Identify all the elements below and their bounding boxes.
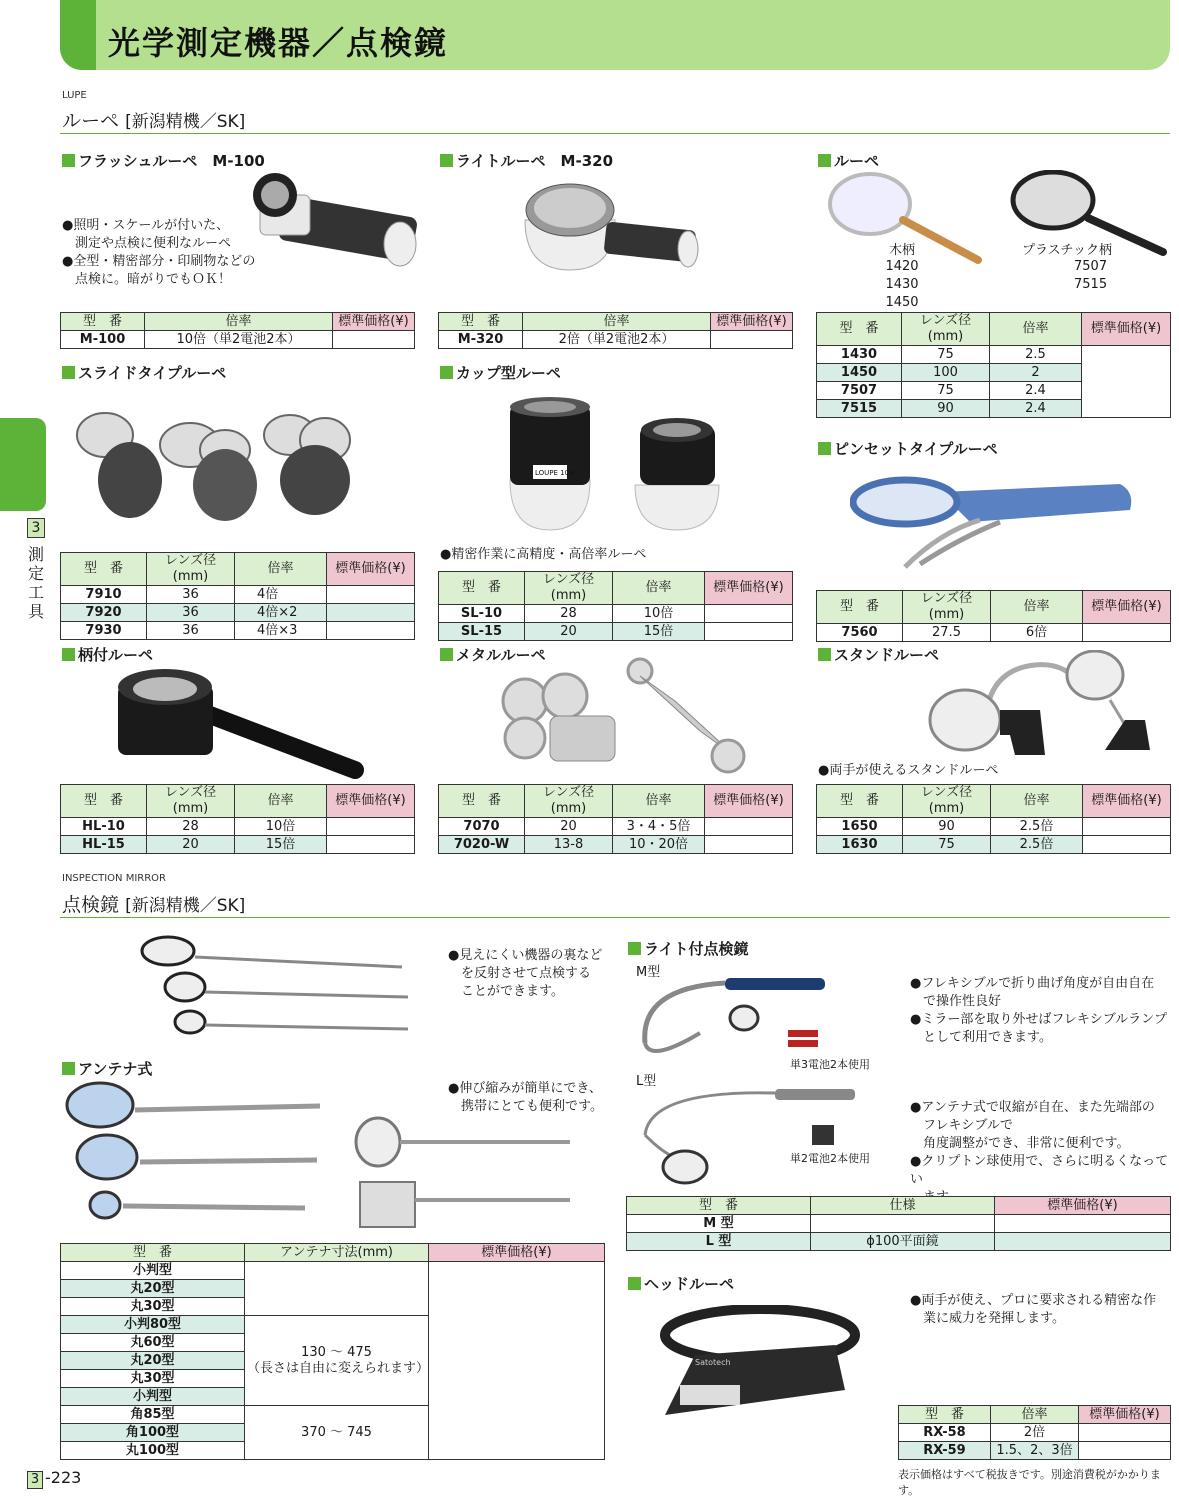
page-chapter: 3 — [27, 1471, 43, 1489]
head-desc — [910, 1292, 1156, 1328]
price — [1083, 836, 1171, 854]
col-header: 倍率 — [991, 1406, 1079, 1424]
cup-label: LOUPE 10× — [535, 469, 575, 477]
model: RX-58 — [899, 1424, 991, 1442]
model: 丸30型 — [61, 1298, 245, 1316]
col-header: 倍率 — [145, 313, 333, 331]
model: 小判型 — [61, 1388, 245, 1406]
lighted-l-desc-2: フレキシブルで — [923, 1118, 1013, 1133]
cell: 28 — [525, 605, 613, 623]
table-row — [61, 818, 415, 836]
lighted-l-desc-1: ●アンテナ式で収縮が自在、また先端部の — [910, 1100, 1155, 1115]
cell: 3・4・5倍 — [613, 818, 705, 836]
col-header: レンズ径(mm) — [902, 313, 990, 346]
rupe-table — [816, 312, 1171, 418]
head-heading: ヘッドルーペ — [628, 1273, 734, 1294]
table-row — [817, 836, 1171, 854]
table-row — [627, 1233, 1171, 1251]
stand-table — [816, 784, 1171, 854]
cell: 15倍 — [613, 623, 705, 641]
cell: 28 — [147, 818, 235, 836]
table-row — [61, 331, 415, 349]
model: 7920 — [61, 604, 147, 622]
page-number — [27, 1468, 81, 1489]
section-en-mirror: INSPECTION MIRROR — [62, 873, 166, 884]
price — [705, 623, 793, 641]
table-row — [817, 624, 1171, 642]
stand-desc: ●両手が使えるスタンドルーペ — [818, 763, 999, 778]
model: 1430 — [817, 346, 902, 364]
head-desc-2: 業に威力を発揮します。 — [923, 1311, 1065, 1326]
col-header: 倍率 — [235, 553, 327, 586]
col-header: 型 番 — [817, 313, 902, 346]
slide-table — [60, 552, 415, 640]
mirror-maker: [新潟精機／SK] — [125, 896, 246, 916]
price — [705, 605, 793, 623]
price — [327, 836, 415, 854]
col-header: 型 番 — [439, 572, 525, 605]
section-title-mirror — [62, 890, 245, 917]
model: 7515 — [817, 400, 902, 418]
model: HL-10 — [61, 818, 147, 836]
col-header: レンズ径(mm) — [903, 591, 991, 624]
flash-table — [60, 312, 415, 349]
lighted-l-desc-3: 角度調整ができ、非常に便利です。 — [923, 1136, 1130, 1151]
page-title: 光学測定機器／点検鏡 — [108, 24, 449, 62]
antenna-heading: アンテナ式 — [62, 1058, 152, 1079]
table-row — [61, 586, 415, 604]
table-row — [439, 836, 793, 854]
cup-heading: カップ型ルーペ — [440, 362, 561, 383]
col-header: レンズ径(mm) — [147, 785, 235, 818]
head-table — [898, 1405, 1171, 1460]
cell: 2.5 — [990, 346, 1082, 364]
model: 角85型 — [61, 1406, 245, 1424]
section-rule — [60, 917, 1170, 918]
cell — [245, 1262, 429, 1316]
cell: 100 — [902, 364, 990, 382]
model: 丸30型 — [61, 1370, 245, 1388]
model: 7560 — [817, 624, 903, 642]
cell: 4倍×2 — [235, 604, 327, 622]
cell: 20 — [147, 836, 235, 854]
col-header: 型 番 — [61, 553, 147, 586]
col-header: 型 番 — [817, 591, 903, 624]
price — [995, 1215, 1171, 1233]
model: L 型 — [627, 1233, 811, 1251]
col-header: 型 番 — [627, 1197, 811, 1215]
table-row — [61, 1262, 605, 1280]
cell: 2.4 — [990, 382, 1082, 400]
model: 小判80型 — [61, 1316, 245, 1334]
model: 丸20型 — [61, 1280, 245, 1298]
col-header: 型 番 — [61, 1244, 245, 1262]
price — [1079, 1424, 1171, 1442]
cell: 13-8 — [525, 836, 613, 854]
lighted-m-desc-1: ●フレキシブルで折り曲げ角度が自由自在 — [910, 976, 1155, 991]
col-header: 倍率 — [523, 313, 711, 331]
col-header: 倍率 — [991, 591, 1083, 624]
col-header: 標準価格(¥) — [995, 1197, 1171, 1215]
antenna-table — [60, 1243, 605, 1460]
metal-loupe-image — [490, 656, 760, 776]
head-brand: Satotech — [695, 1358, 731, 1367]
model: 7507 — [817, 382, 902, 400]
lupe-maker: [新潟精機／SK] — [125, 112, 246, 132]
col-header: 標準価格(¥) — [705, 785, 793, 818]
table-row — [899, 1424, 1171, 1442]
col-header: 型 番 — [61, 313, 145, 331]
mirror-desc-1: ●見えにくい機器の裏など — [448, 948, 603, 963]
section-title-lupe — [62, 106, 245, 133]
rupe-heading: ルーペ — [818, 150, 879, 171]
price — [327, 622, 415, 640]
model: HL-15 — [61, 836, 147, 854]
mirror-desc-2: を反射させて点検する — [461, 966, 592, 981]
cell: 10・20倍 — [613, 836, 705, 854]
dim-note: （長さは自由に変えられます） — [247, 1360, 430, 1376]
table-row — [899, 1442, 1171, 1460]
col-header: 標準価格(¥) — [1082, 313, 1171, 346]
col-header: 標準価格(¥) — [333, 313, 415, 331]
lighted-l-desc-4: ●クリプトン球使用で、さらに明るくなってい — [910, 1154, 1169, 1187]
model: 角100型 — [61, 1424, 245, 1442]
cell: 75 — [903, 836, 991, 854]
lighted-m-desc — [910, 975, 1167, 1047]
flash-desc — [62, 217, 255, 289]
cell: 15倍 — [235, 836, 327, 854]
head-loupe-image — [645, 1305, 865, 1420]
light-table — [438, 312, 793, 349]
col-header: 標準価格(¥) — [327, 553, 415, 586]
col-header: 倍率 — [235, 785, 327, 818]
cell: 4倍 — [235, 586, 327, 604]
cup-loupe-image — [505, 395, 735, 535]
model: M 型 — [627, 1215, 811, 1233]
model: 7910 — [61, 586, 147, 604]
col-header: 倍率 — [613, 785, 705, 818]
cell: 90 — [902, 400, 990, 418]
side-tab — [0, 418, 46, 511]
cell: 10倍 — [613, 605, 705, 623]
chapter-number: 3 — [27, 518, 45, 538]
plastic-models: 7507 7515 — [1074, 259, 1108, 292]
col-header: 標準価格(¥) — [1083, 591, 1171, 624]
cell: ϕ100平面鏡 — [811, 1233, 995, 1251]
rupe-image — [828, 170, 1173, 270]
col-header: レンズ径(mm) — [525, 572, 613, 605]
cell: 2.5倍 — [991, 836, 1083, 854]
col-header: レンズ径(mm) — [147, 553, 235, 586]
col-header: 型 番 — [899, 1406, 991, 1424]
cell: 10倍（単2電池2本） — [145, 331, 333, 349]
l-type-label: L型 — [636, 1074, 657, 1089]
pincette-loupe-image — [850, 472, 1140, 572]
table-row — [627, 1215, 1171, 1233]
col-header: 型 番 — [61, 785, 147, 818]
wood-text: 木柄 — [888, 243, 915, 258]
model: 丸100型 — [61, 1442, 245, 1460]
metal-table — [438, 784, 793, 854]
flash-heading: フラッシュルーペ M-100 — [62, 150, 265, 171]
section-rule — [60, 133, 1170, 134]
col-header: レンズ径(mm) — [903, 785, 991, 818]
price — [1083, 818, 1171, 836]
lupe-title: ルーペ — [62, 110, 120, 132]
lighted-l-image — [640, 1085, 880, 1195]
page-num-text: -223 — [45, 1468, 82, 1487]
banner-accent — [60, 0, 96, 70]
handle-loupe-image — [110, 665, 370, 780]
metal-heading: メタルルーペ — [440, 644, 546, 665]
model: 1650 — [817, 818, 903, 836]
table-row — [439, 623, 793, 641]
col-header: 型 番 — [439, 313, 523, 331]
cell: 2倍 — [991, 1424, 1079, 1442]
cell: 27.5 — [903, 624, 991, 642]
col-header: 標準価格(¥) — [711, 313, 793, 331]
table-row — [817, 346, 1171, 364]
cell: 36 — [147, 622, 235, 640]
lighted-table — [626, 1196, 1171, 1251]
table-row — [61, 622, 415, 640]
col-header: 型 番 — [439, 785, 525, 818]
col-header: 倍率 — [990, 313, 1082, 346]
price — [705, 836, 793, 854]
cell: 75 — [902, 382, 990, 400]
price — [327, 586, 415, 604]
header-banner — [60, 0, 1170, 70]
plastic-label: プラスチック柄 — [1022, 243, 1112, 258]
model: 7070 — [439, 818, 525, 836]
lighted-m-desc-3: ●ミラー部を取り外せばフレキシブルランプ — [910, 1012, 1168, 1027]
flash-loupe-image — [240, 170, 420, 280]
flash-desc-4: 点検に。暗がりでもＯＫ！ — [75, 272, 232, 287]
col-header: 標準価格(¥) — [327, 785, 415, 818]
col-header: 倍率 — [991, 785, 1083, 818]
col-header: レンズ径(mm) — [525, 785, 613, 818]
cell: 4倍×3 — [235, 622, 327, 640]
model: M-320 — [439, 331, 523, 349]
table-row — [61, 836, 415, 854]
mirror-desc — [448, 947, 602, 1001]
cell: 1.5、2、3倍 — [991, 1442, 1079, 1460]
col-header: 標準価格(¥) — [1079, 1406, 1171, 1424]
antenna-desc-2: 携帯にとても便利です。 — [461, 1099, 603, 1114]
model: 丸20型 — [61, 1352, 245, 1370]
price — [429, 1262, 605, 1460]
slide-heading: スライドタイプルーペ — [62, 362, 226, 383]
model: M-100 — [61, 331, 145, 349]
price — [333, 331, 415, 349]
handle-heading: 柄付ルーペ — [62, 644, 153, 665]
cell: 20 — [525, 623, 613, 641]
wood-models: 1420 1430 1450 — [885, 259, 919, 310]
price — [1079, 1442, 1171, 1460]
price — [705, 818, 793, 836]
table-row — [817, 818, 1171, 836]
flash-desc-3: ●全型・精密部分・印刷物などの — [62, 254, 256, 269]
mirror-title: 点検鏡 — [62, 894, 120, 916]
cup-table — [438, 571, 793, 641]
cell: 10倍 — [235, 818, 327, 836]
price — [1083, 624, 1171, 642]
model: RX-59 — [899, 1442, 991, 1460]
model: 1630 — [817, 836, 903, 854]
light-loupe-image — [520, 175, 700, 280]
cell — [245, 1316, 429, 1406]
cup-desc: ●精密作業に高精度・高倍率ルーペ — [440, 547, 647, 562]
pincette-table — [816, 590, 1171, 642]
cell: 20 — [525, 818, 613, 836]
cell: 2.5倍 — [991, 818, 1083, 836]
pincette-heading: ピンセットタイプルーペ — [818, 438, 998, 459]
col-header: 倍率 — [613, 572, 705, 605]
cell: 36 — [147, 604, 235, 622]
cell: 6倍 — [991, 624, 1083, 642]
light-heading: ライトルーペ M-320 — [440, 150, 613, 171]
cell: 75 — [902, 346, 990, 364]
l-battery-note: 単2電池2本使用 — [790, 1152, 870, 1165]
table-row — [439, 605, 793, 623]
cell: 36 — [147, 586, 235, 604]
mirror-desc-3: ことができます。 — [461, 984, 564, 999]
stand-loupe-image — [925, 650, 1165, 760]
cell: 2 — [990, 364, 1082, 382]
mirror-image — [140, 935, 415, 1035]
m-type-label: M型 — [636, 965, 661, 980]
handle-table — [60, 784, 415, 854]
section-en-lupe: LUPE — [62, 90, 87, 101]
model: SL-15 — [439, 623, 525, 641]
col-header: 標準価格(¥) — [1083, 785, 1171, 818]
head-desc-1: ●両手が使え、プロに要求される精密な作 — [910, 1293, 1157, 1308]
price — [327, 818, 415, 836]
cell: 2.4 — [990, 400, 1082, 418]
price — [995, 1233, 1171, 1251]
table-row — [61, 604, 415, 622]
slide-loupe-image — [75, 405, 375, 525]
model: SL-10 — [439, 605, 525, 623]
flash-desc-1: ●照明・スケールが付いた、 — [62, 218, 230, 233]
chapter-label: 測 定 工 具 — [27, 545, 44, 621]
table-row — [439, 818, 793, 836]
m-battery-note: 単3電池2本使用 — [790, 1058, 870, 1071]
model: 小判型 — [61, 1262, 245, 1280]
antenna-desc-1: ●伸び縮みが簡単にでき、 — [448, 1081, 602, 1096]
price — [1082, 346, 1171, 418]
tax-note: 表示価格はすべて税抜きです。別途消費税がかかります。 — [898, 1468, 1161, 1497]
price — [711, 331, 793, 349]
flash-desc-2: 測定や点検に便利なルーペ — [75, 236, 232, 251]
col-header: 型 番 — [817, 785, 903, 818]
cell: 2倍（単2電池2本） — [523, 331, 711, 349]
cell: 90 — [903, 818, 991, 836]
antenna-desc — [448, 1080, 603, 1116]
model: 丸60型 — [61, 1334, 245, 1352]
price — [327, 604, 415, 622]
col-header: 仕様 — [811, 1197, 995, 1215]
dim-range: 130 ～ 475 — [301, 1344, 372, 1360]
model: 7930 — [61, 622, 147, 640]
lighted-l-desc — [910, 1099, 1179, 1207]
lighted-m-desc-4: として利用できます。 — [923, 1030, 1052, 1045]
col-header: 標準価格(¥) — [429, 1244, 605, 1262]
lighted-m-desc-2: で操作性良好 — [923, 994, 1002, 1009]
col-header: アンテナ寸法(mm) — [245, 1244, 429, 1262]
cell: 370 ～ 745 — [245, 1406, 429, 1460]
table-row — [439, 331, 793, 349]
col-header: 標準価格(¥) — [705, 572, 793, 605]
lighted-heading: ライト付点検鏡 — [628, 938, 749, 959]
model: 1450 — [817, 364, 902, 382]
stand-heading: スタンドルーペ — [818, 644, 939, 665]
model: 7020-W — [439, 836, 525, 854]
cell — [811, 1215, 995, 1233]
